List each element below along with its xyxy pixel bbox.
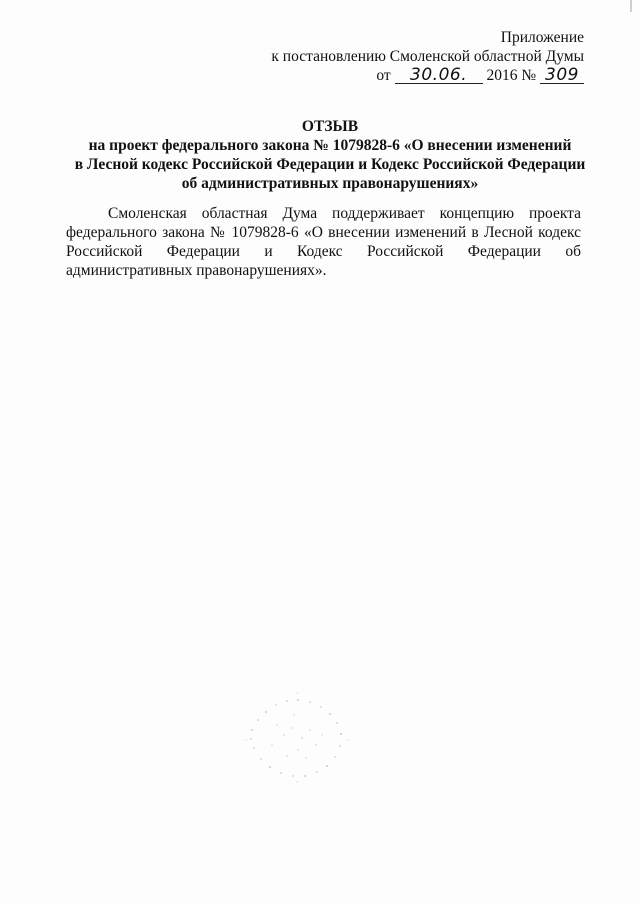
document-title-block xyxy=(60,117,600,193)
faint-stamp-mark xyxy=(232,690,362,785)
date-prefix: от xyxy=(376,67,391,84)
appendix-label: Приложение xyxy=(500,29,584,46)
title-line-1: на проект федерального закона № 1079828-6 «О внесении изменений xyxy=(88,137,572,154)
body-paragraph: Смоленская областная Дума поддерживает концепцию проекта федерального закона № 1079828-6 «О внесении изменений в Лесной кодекс Российской Федерации и Кодекс Российской Федерации об административных правонарушениях». xyxy=(66,205,581,279)
title-line-2: в Лесной кодекс Российской Федерации и Кодекс Российской Федерации xyxy=(74,156,586,173)
year-label: 2016 xyxy=(486,67,518,84)
scan-edge-mark xyxy=(630,0,632,12)
title-line-3: об административных правонарушениях» xyxy=(181,175,479,192)
number-sign: № xyxy=(521,67,537,84)
appendix-header xyxy=(271,28,584,85)
resolution-reference: к постановлению Смоленской областной Думы xyxy=(271,48,584,65)
handwritten-date: 30.06. xyxy=(395,67,483,84)
document-heading: ОТЗЫВ xyxy=(301,118,359,135)
handwritten-number: 309 xyxy=(540,67,584,84)
date-number-line xyxy=(271,66,584,85)
